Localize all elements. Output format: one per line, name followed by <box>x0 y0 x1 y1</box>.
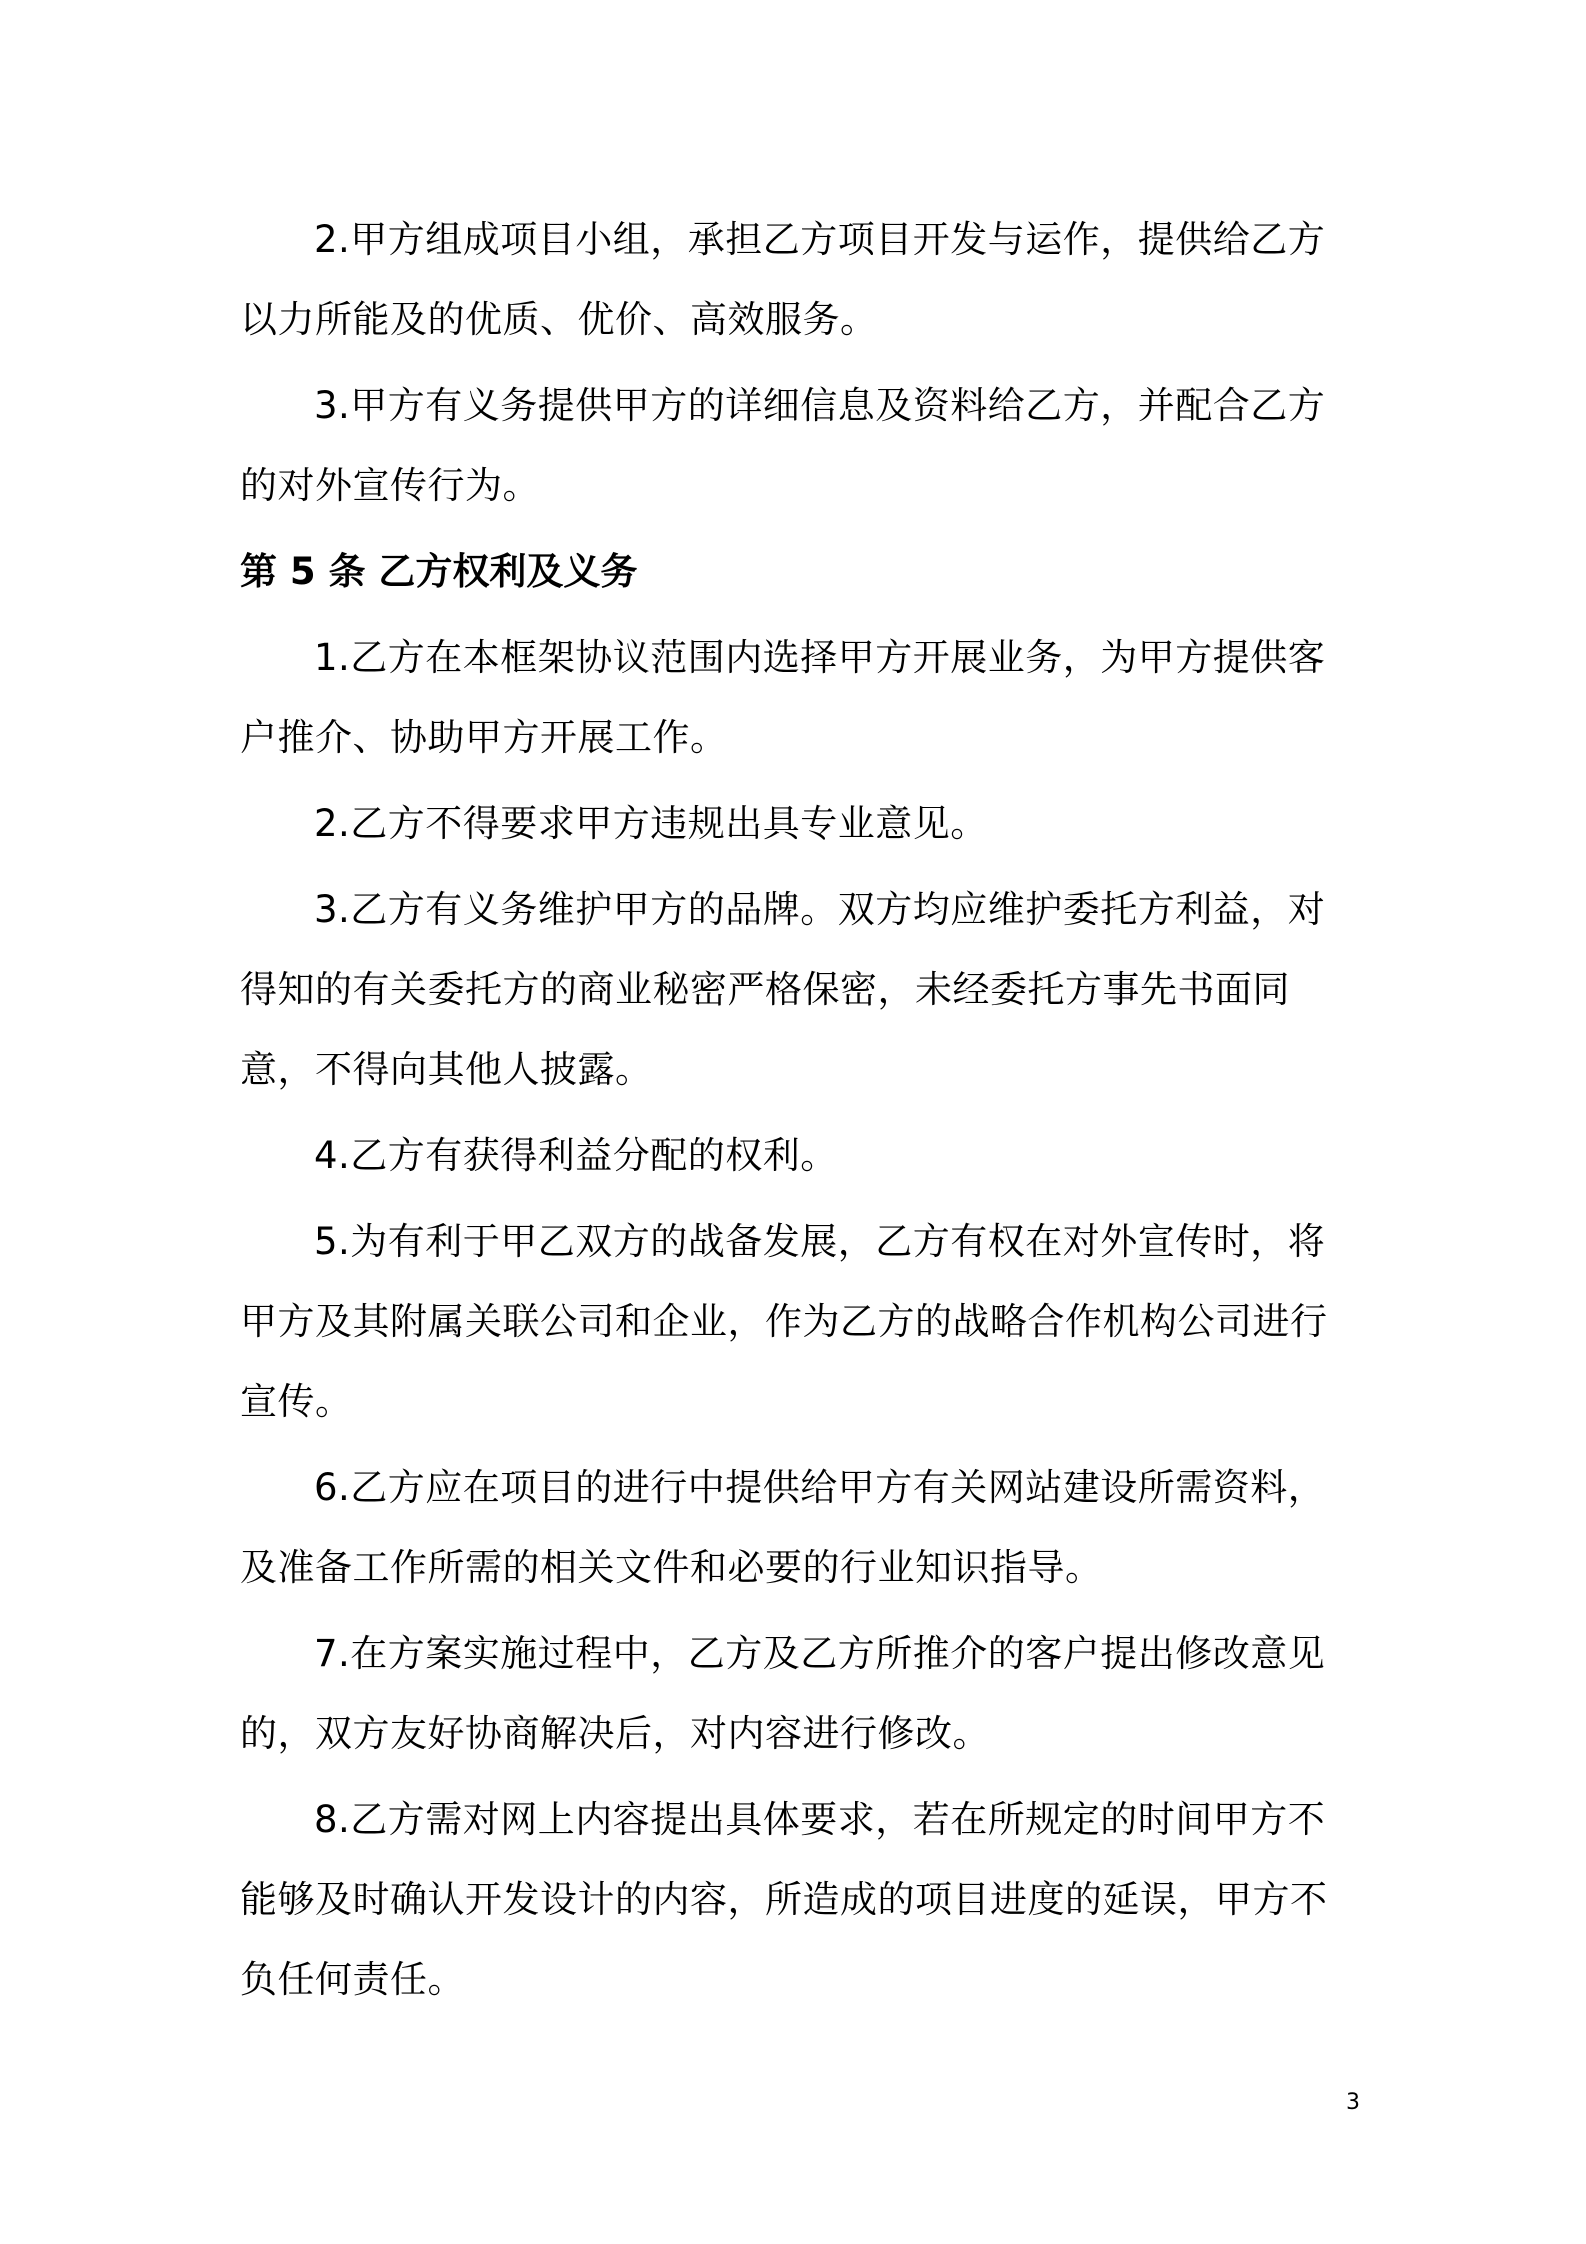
paragraph: 4.乙方有获得利益分配的权利。 <box>314 1134 838 1177</box>
paragraph: 3.甲方有义务提供甲方的详细信息及资料给乙方，并配合乙方的对外宣传行为。 <box>240 384 1326 507</box>
paragraph: 2.乙方不得要求甲方违规出具专业意见。 <box>314 802 988 845</box>
paragraph: 5.为有利于甲乙双方的战备发展，乙方有权在对外宣传时，将甲方及其附属关联公司和企业，作为乙方的战略合作机构公司进行宣传。 <box>240 1220 1328 1423</box>
document-body <box>240 200 1360 2026</box>
page-number: 3 <box>1346 2090 1360 2115</box>
paragraph: 3.乙方有义务维护甲方的品牌。双方均应维护委托方利益，对得知的有关委托方的商业秘密严格保密，未经委托方事先书面同意，不得向其他人披露。 <box>240 888 1326 1091</box>
paragraph: 7.在方案实施过程中，乙方及乙方所推介的客户提出修改意见的，双方友好协商解决后，对内容进行修改。 <box>240 1632 1326 1755</box>
paragraph: 8.乙方需对网上内容提出具体要求，若在所规定的时间甲方不能够及时确认开发设计的内容，所造成的项目进度的延误，甲方不负任何责任。 <box>240 1798 1328 2001</box>
paragraph: 6.乙方应在项目的进行中提供给甲方有关网站建设所需资料，及准备工作所需的相关文件和必要的行业知识指导。 <box>240 1466 1326 1589</box>
paragraph: 2.甲方组成项目小组，承担乙方项目开发与运作，提供给乙方以力所能及的优质、优价、高效服务。 <box>240 218 1326 341</box>
section-heading: 第 5 条 乙方权利及义务 <box>240 550 638 593</box>
paragraph: 1.乙方在本框架协议范围内选择甲方开展业务，为甲方提供客户推介、协助甲方开展工作。 <box>240 636 1326 759</box>
